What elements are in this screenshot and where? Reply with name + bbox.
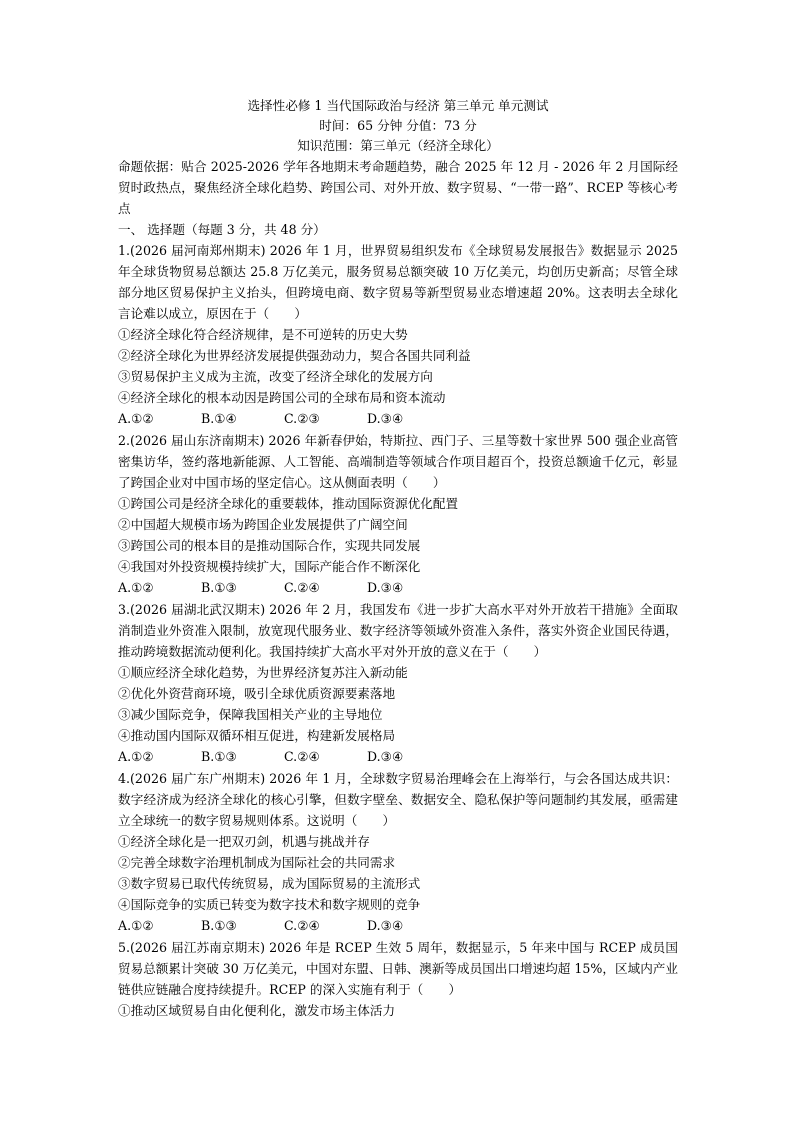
question-stem: 1.(2026 届河南郑州期末) 2026 年 1 月，世界贸易组织发布《全球贸易发展报告》数据显示 2025 年全球货物贸易总额达 25.8 万亿美元，服务贸易总额突破 10 万亿美元，均创历史新高；尽管全球部分地区贸易保护主义抬头，但跨境电商、数字贸易等新型贸易业态增速超 20%。这表明去全球化言论难以成立，原因在于（ ） <box>118 243 678 321</box>
statement-option: ③贸易保护主义成为主流，改变了经济全球化的发展方向 <box>118 369 433 384</box>
choice-a: A.①② <box>118 749 154 764</box>
statement-option: ②经济全球化为世界经济发展提供强劲动力，契合各国共同利益 <box>118 348 471 363</box>
statement-option: ②完善全球数字治理机制成为国际社会的共同需求 <box>118 855 396 870</box>
choice-c: C.②③ <box>284 411 320 426</box>
statement-option: ①经济全球化符合经济规律，是不可逆转的历史大势 <box>118 327 408 342</box>
question-1 <box>118 240 678 429</box>
choice-b: B.①③ <box>201 580 237 595</box>
choice-b: B.①③ <box>201 749 237 764</box>
statement-option: ①顺应经济全球化趋势，为世界经济复苏注入新动能 <box>118 665 408 680</box>
choice-a: A.①② <box>118 411 154 426</box>
statement-option: ②优化外资营商环境，吸引全球优质资源要素落地 <box>118 686 396 701</box>
question-stem: 5.(2026 届江苏南京期末) 2026 年是 RCEP 生效 5 周年，数据显示，5 年来中国与 RCEP 成员国贸易总额累计突破 30 万亿美元，中国对东盟、日韩、澳新等成员国出口增速均超 15%，区域内产业链供应链融合度持续提升。RCEP 的深入实施有利于（ ） <box>118 940 678 997</box>
question-3 <box>118 599 678 767</box>
question-4 <box>118 768 678 936</box>
proposition-basis: 命题依据：贴合 2025-2026 学年各地期末考命题趋势，融合 2025 年 12 月 - 2026 年 2 月国际经贸时政热点，聚焦经济全球化趋势、跨国公司、对外开放、数字贸易、“一带一路”、RCEP 等核心考点 <box>118 159 678 216</box>
statement-option: ④国际竞争的实质已转变为数字技术和数字规则的竞争 <box>118 897 421 912</box>
choice-b: B.①③ <box>201 918 237 933</box>
time-score: 时间：65 分钟 分值：73 分 <box>319 118 477 133</box>
question-stem: 2.(2026 届山东济南期末) 2026 年新春伊始，特斯拉、西门子、三星等数十家世界 500 强企业高管密集访华，签约落地新能源、人工智能、高端制造等领域合作项目超百个，投资总额逾千亿元，彰显了跨国企业对中国市场的坚定信心。这从侧面表明（ ） <box>118 433 678 490</box>
statement-option: ②中国超大规模市场为跨国企业发展提供了广阔空间 <box>118 517 408 532</box>
statement-option: ①经济全球化是一把双刃剑，机遇与挑战并存 <box>118 834 370 849</box>
choice-c: C.②④ <box>284 918 320 933</box>
exam-page <box>118 96 678 1021</box>
question-stem: 3.(2026 届湖北武汉期末) 2026 年 2 月，我国发布《进一步扩大高水平对外开放若干措施》全面取消制造业外资准入限制，放宽现代服务业、数字经济等领域外资准入条件，落实外资企业国民待遇，推动跨境数据流动便利化。我国持续扩大高水平对外开放的意义在于（ ） <box>118 602 678 659</box>
statement-option: ③减少国际竞争，保障我国相关产业的主导地位 <box>118 707 383 722</box>
answer-choices <box>118 746 678 767</box>
choice-d: D.③④ <box>367 749 404 764</box>
choice-d: D.③④ <box>367 918 404 933</box>
answer-choices <box>118 915 678 936</box>
statement-option: ④我国对外投资规模持续扩大，国际产能合作不断深化 <box>118 559 421 574</box>
exam-title: 选择性必修 1 当代国际政治与经济 第三单元 单元测试 <box>247 98 549 113</box>
choice-c: C.②④ <box>284 580 320 595</box>
statement-option: ④推动国内国际双循环相互促进，构建新发展格局 <box>118 728 396 743</box>
answer-choices <box>118 577 678 598</box>
choice-a: A.①② <box>118 580 154 595</box>
choice-d: D.③④ <box>367 580 404 595</box>
choice-a: A.①② <box>118 918 154 933</box>
choice-c: C.②④ <box>284 749 320 764</box>
statement-option: ①推动区域贸易自由化便利化，激发市场主体活力 <box>118 1003 396 1018</box>
question-stem: 4.(2026 届广东广州期末) 2026 年 1 月，全球数字贸易治理峰会在上海举行，与会各国达成共识：数字经济成为经济全球化的核心引擎，但数字壁垒、数据安全、隐私保护等问题制约其发展，亟需建立全球统一的数字贸易规则体系。这说明（ ） <box>118 771 678 828</box>
choice-d: D.③④ <box>367 411 404 426</box>
knowledge-scope: 知识范围：第三单元（经济全球化） <box>297 138 499 153</box>
statement-option: ①跨国公司是经济全球化的重要载体，推动国际资源优化配置 <box>118 496 459 511</box>
statement-option: ③数字贸易已取代传统贸易，成为国际贸易的主流形式 <box>118 876 421 891</box>
statement-option: ④经济全球化的根本动因是跨国公司的全球布局和资本流动 <box>118 390 446 405</box>
statement-option: ③跨国公司的根本目的是推动国际合作，实现共同发展 <box>118 538 421 553</box>
question-5 <box>118 937 678 1021</box>
answer-choices <box>118 408 678 429</box>
section-heading: 一、 选择题（每题 3 分，共 48 分） <box>118 222 326 237</box>
question-2 <box>118 430 678 598</box>
choice-b: B.①④ <box>201 411 237 426</box>
